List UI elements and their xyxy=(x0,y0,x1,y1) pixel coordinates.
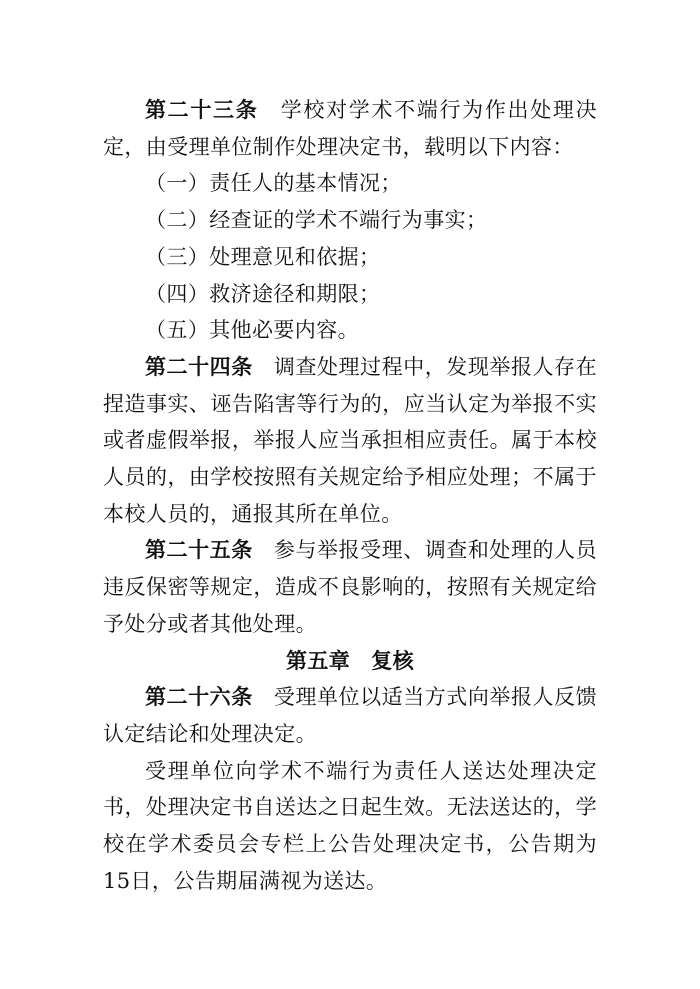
article-25-paragraph xyxy=(103,532,597,642)
article-23-item-3: （三）处理意见和依据； xyxy=(145,244,381,269)
chapter-heading xyxy=(103,643,597,680)
article-23-text: 学校对学术不端行为作出处理决定，由受理单位制作处理决定书，载明以下内容： xyxy=(103,98,597,159)
article-23-number: 第二十三条 xyxy=(145,98,259,122)
article-23-item-2: （二）经查证的学术不端行为事实； xyxy=(145,208,488,233)
article-26-number: 第二十六条 xyxy=(145,685,253,710)
chapter-number: 第五章 xyxy=(285,648,351,673)
article-25-text: 参与举报受理、调查和处理的人员违反保密等规定，造成不良影响的，按照有关规定给予处分或者其他处理。 xyxy=(103,538,597,636)
article-24-text: 调查处理过程中，发现举报人存在捏造事实、诬告陷害等行为的，应当认定为举报不实或者虚假举报，举报人应当承担相应责任。属于本校人员的，由学校按照有关规定给予相应处理；不属于本校人员的，通报其所在单位。 xyxy=(103,354,597,526)
article-23-item-4: （四）救济途径和期限； xyxy=(145,281,381,306)
article-24-number: 第二十四条 xyxy=(145,354,253,379)
article-23-item-1: （一）责任人的基本情况； xyxy=(145,171,402,196)
article-26-text: 受理单位以适当方式向举报人反馈认定结论和处理决定。 xyxy=(103,685,597,746)
article-25-number: 第二十五条 xyxy=(145,538,253,563)
chapter-title: 复核 xyxy=(371,648,414,673)
article-26-paragraph xyxy=(103,679,597,752)
article-26-paragraph-2: 受理单位向学术不端行为责任人送达处理决定书，处理决定书自送达之日起生效。无法送达的，学校在学术委员会专栏上公告处理决定书，公告期为15日，公告期届满视为送达。 xyxy=(103,758,597,893)
document-body xyxy=(103,92,597,899)
article-23-item-5: （五）其他必要内容。 xyxy=(145,318,359,343)
article-23-paragraph xyxy=(103,92,597,165)
article-24-paragraph xyxy=(103,349,597,533)
